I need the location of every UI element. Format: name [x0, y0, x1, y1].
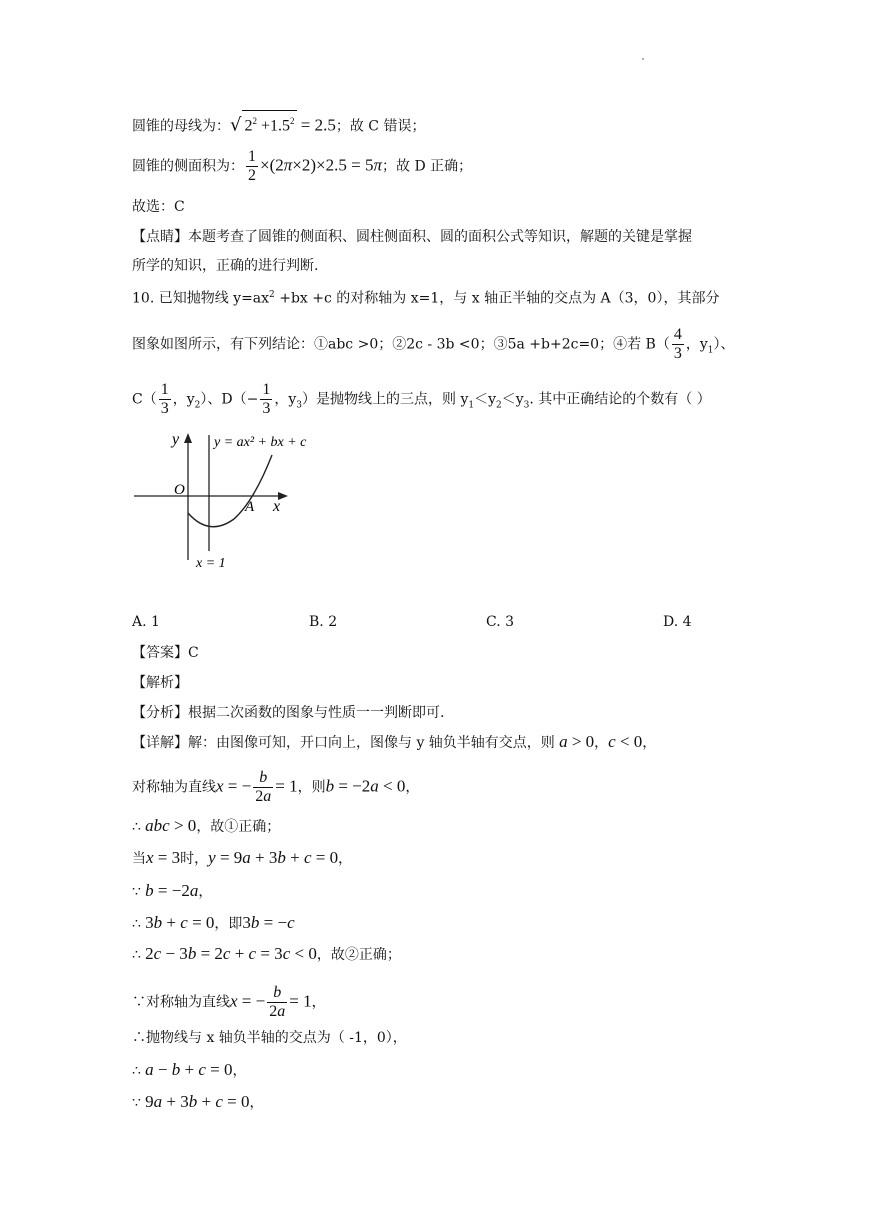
- text: ∵: [132, 1095, 141, 1111]
- line-comment: 【点睛】本题考查了圆锥的侧面积、圆柱侧面积、圆的面积公式等知识，解题的关键是掌握: [132, 229, 692, 245]
- question-10-line3: C（ $\frac{1}{3}$ ，$y_2$）、D（− $\frac{1}{3}$ ，$y_3$）是抛物线上的三点，则 $y_1<y_2<y_3$. 其中正确结论的个数有（ ）: [132, 381, 711, 417]
- detail-line-5: ∵ b = −2a，: [132, 881, 213, 900]
- page-dot: [642, 58, 644, 60]
- text: 圆锥的侧面积为：: [132, 158, 244, 175]
- detail-line-7: ∴ 2c − 3b = 2c + c = 3c < 0，故②正确；: [132, 944, 401, 963]
- text: ；故 D 正确；: [382, 158, 473, 175]
- option-a: A. 1: [132, 614, 160, 630]
- line-choice: 故选：C: [132, 199, 185, 215]
- text: ∴: [132, 916, 141, 932]
- line-comment-2: 所学的知识，正确的进行判断.: [132, 258, 319, 274]
- option-d: D. 4: [663, 614, 692, 630]
- detail-line-10: ∴ a − b + c = 0，: [132, 1060, 247, 1079]
- detail-line-9: ∴抛物线与 x 轴负半轴的交点为（ -1，0），: [132, 1030, 407, 1046]
- detail-line-8: ∵对称轴为直线x = − $\frac{b}{2a}$ = 1，: [132, 984, 326, 1020]
- detail-line-11: ∵ 9a + 3b + c = 0，: [132, 1092, 264, 1111]
- symmetry-label: x = 1: [196, 556, 226, 571]
- text: ）、: [713, 336, 735, 353]
- analysis-heading: 【解析】: [132, 675, 188, 691]
- text: 10. 已知抛物线 y=ax: [132, 290, 270, 307]
- text: 时，: [180, 851, 209, 867]
- question-10-line1: 10. 已知抛物线 $y=ax^2 +bx +c$ 的对称轴为 x=1，与 x 轴正半轴的交点为 A（3，0），其部分: [132, 290, 720, 307]
- option-b: B. 2: [309, 614, 338, 630]
- line-slant-height: 圆锥的母线为：√ $2^2 +1.5^2 = 2.5$；故 C 错误；: [132, 110, 425, 136]
- text: ∴: [132, 819, 141, 835]
- text: ＜y: [474, 391, 497, 408]
- y-label: y: [172, 431, 180, 448]
- curve-label: y = ax² + bx + c: [214, 435, 307, 450]
- text: +bx +c 的对称轴为 x=1，与 x 轴正半轴的交点为 A（3，0），其部分: [274, 290, 720, 307]
- parabola-figure: [130, 425, 330, 575]
- text: ，则: [297, 779, 326, 796]
- detail-line-1: 【详解】解：由图像可知，开口向上，图像与 y 轴负半轴有交点，则 a > 0，c < 0，: [132, 732, 657, 751]
- x-label: x: [273, 498, 281, 515]
- text: 当: [132, 851, 146, 867]
- question-10-line2: 图象如图所示，有下列结论：①abc >0；②2c - 3b <0；③5a +b+2c=0；④若 B（ $\frac{4}{3}$ ，$y_1$）、: [132, 326, 735, 362]
- text: ，故①正确；: [196, 819, 281, 835]
- text: C（: [132, 391, 157, 408]
- text: 【详解】解：由图像可知，开口向上，图像与 y 轴负半轴有交点，则: [132, 735, 555, 751]
- detail-line-6: ∴ 3b + c = 0，即3b = −c: [132, 913, 295, 932]
- detail-line-3: ∴ abc > 0，故①正确；: [132, 816, 281, 835]
- text: ∴: [132, 1063, 141, 1079]
- text: ＜y: [501, 391, 524, 408]
- text: ，故②正确；: [316, 947, 401, 963]
- text: ，y: [172, 391, 195, 408]
- text: ，y: [685, 336, 708, 353]
- option-c: C. 3: [486, 614, 515, 630]
- text: 对称轴为直线: [132, 779, 216, 796]
- analysis-summary: 【分析】根据二次函数的图象与性质一一判断即可.: [132, 705, 445, 721]
- detail-line-4: 当x = 3时，y = 9a + 3b + c = 0，: [132, 848, 353, 867]
- text: ∴: [132, 947, 141, 963]
- origin-label: O: [174, 482, 185, 498]
- text: ，y: [274, 391, 297, 408]
- point-a-label: A: [245, 499, 255, 515]
- text: . 其中正确结论的个数有（ ）: [529, 391, 711, 408]
- text: ∵对称轴为直线: [132, 994, 230, 1011]
- text: ）是抛物线上的三点，则 y: [302, 391, 469, 408]
- text: ，即: [214, 916, 243, 932]
- text: 图象如图所示，有下列结论：①abc >0；②2c - 3b <0；③5a +b+2c=0；④若 B（: [132, 336, 670, 353]
- answer: 【答案】C: [132, 645, 199, 661]
- y-axis-arrow: [184, 433, 192, 443]
- text: ∵: [132, 884, 141, 900]
- text: ；故 C 错误；: [335, 118, 426, 135]
- text: ）、D（−: [200, 391, 259, 408]
- parabola-curve: [188, 455, 272, 527]
- line-lateral-area: 圆锥的侧面积为： $\frac{1}{2}$ ×(2π×2)×2.5 = 5π；故 D 正确；: [132, 148, 473, 184]
- text: 圆锥的母线为：: [132, 118, 230, 135]
- detail-line-2: 对称轴为直线x = − $\frac{b}{2a}$ = 1，则b = −2a < 0，: [132, 769, 420, 805]
